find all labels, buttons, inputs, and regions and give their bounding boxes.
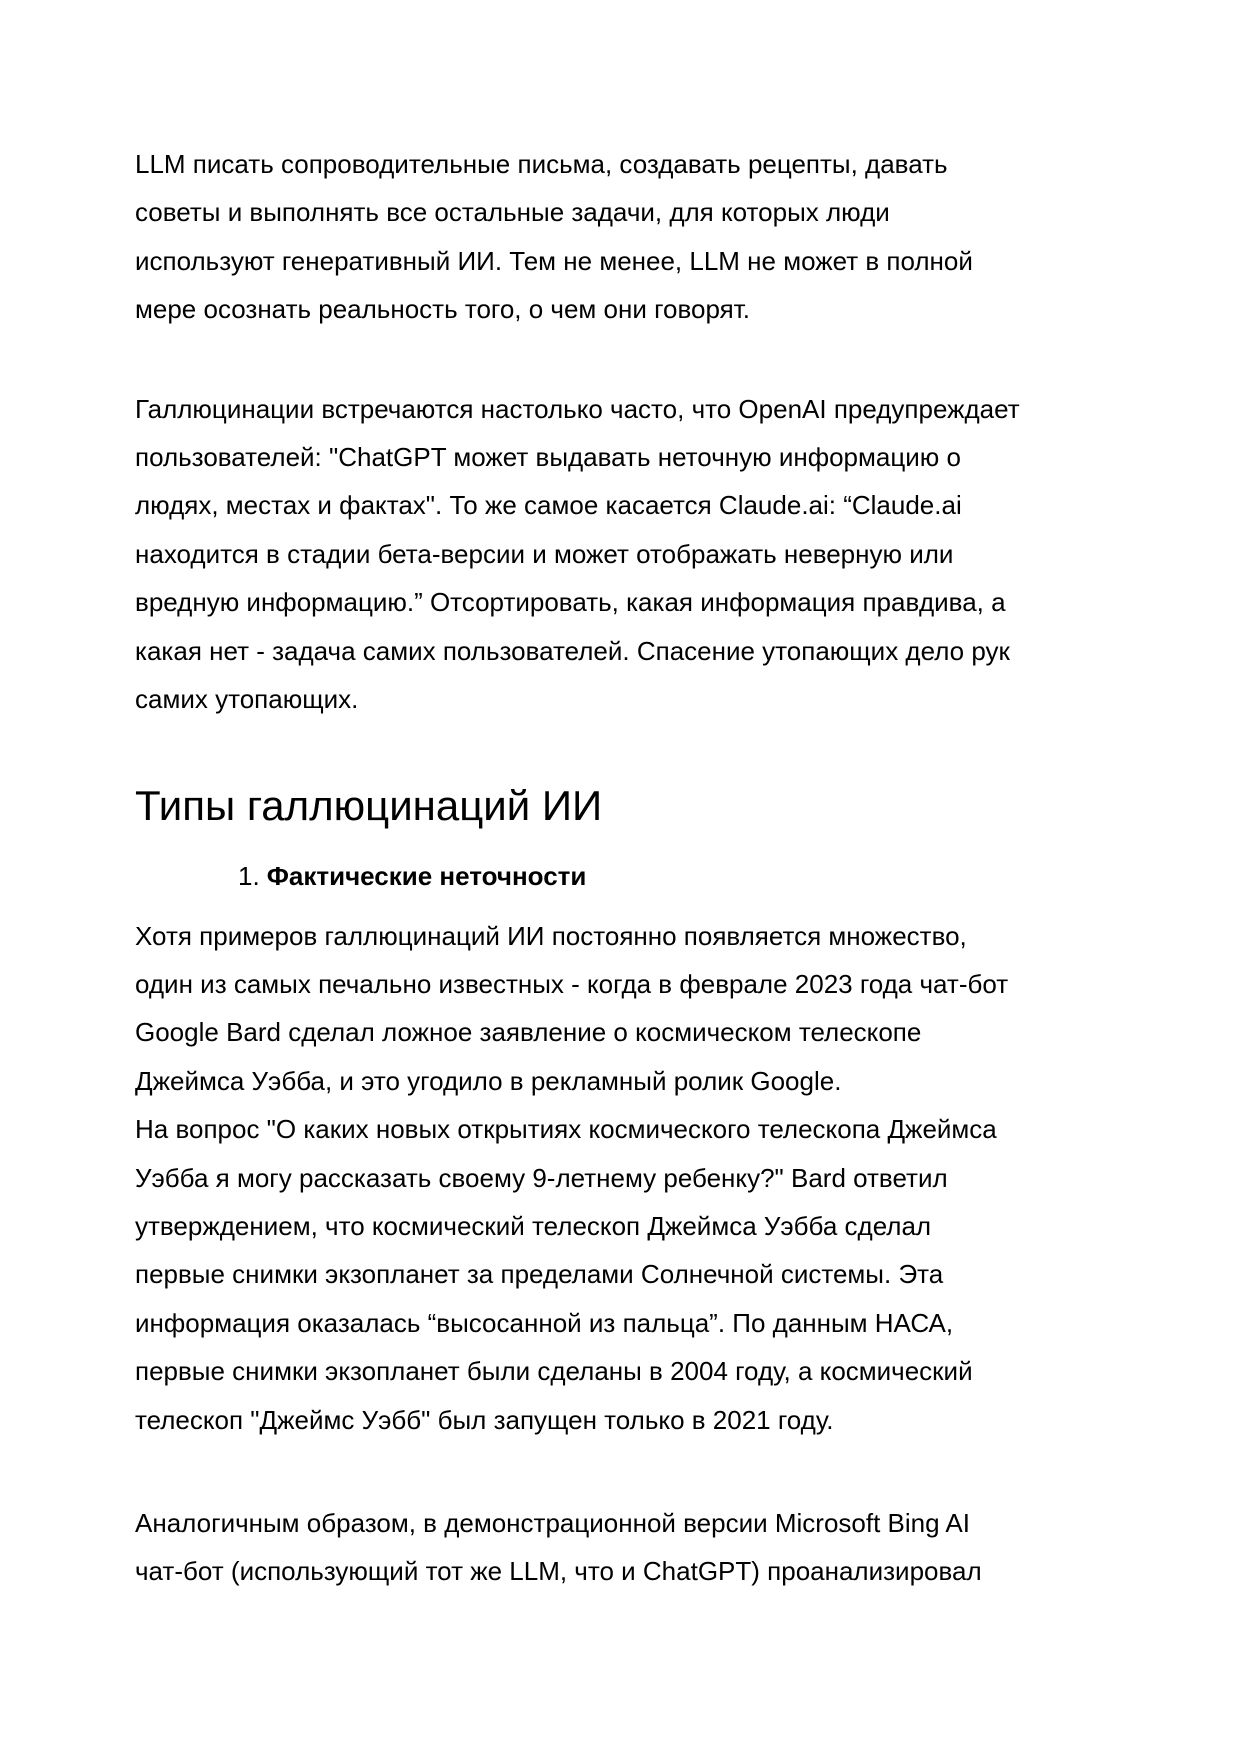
text-line: Хотя примеров галлюцинаций ИИ постоянно появляется множество, [135, 920, 967, 951]
text-line: утверждением, что космический телескоп Джеймса Уэбба сделал [135, 1211, 932, 1242]
text-line: чат-бот (использующий тот же LLM, что и ChatGPT) проанализировал [135, 1556, 982, 1587]
text-line: телескоп "Джеймс Уэбб" был запущен только в 2021 году. [135, 1404, 834, 1435]
text-line: людях, местах и фактах". То же самое касается Claude.ai: “Claude.ai [135, 490, 962, 521]
text-line: Галлюцинации встречаются настолько часто, что OpenAI предупреждает [135, 393, 1020, 424]
text-line: На вопрос "О каких новых открытиях космического телескопа Джеймса [135, 1114, 997, 1145]
text-line: используют генеративный ИИ. Тем не менее, LLM не может в полной [135, 245, 973, 276]
text-line: мере осознать реальность того, о чем они говорят. [135, 294, 750, 325]
text-line: Джеймса Уэбба, и это угодило в рекламный ролик Google. [135, 1065, 842, 1096]
paragraph-llm-intro [135, 140, 1125, 334]
text-line: Google Bard сделал ложное заявление о космическом телескопе [135, 1017, 922, 1048]
paragraph-factual-inaccuracies [135, 912, 1125, 1444]
text-line: один из самых печально известных - когда в феврале 2023 года чат-бот [135, 969, 1009, 1000]
paragraph-hallucination-warnings [135, 385, 1125, 724]
text-line: информация оказалась “высосанной из пальца”. По данным НАСА, [135, 1307, 954, 1338]
document-content [135, 0, 1125, 1596]
section-heading: Типы галлюцинаций ИИ [135, 782, 603, 830]
text-line: советы и выполнять все остальные задачи, для которых люди [135, 197, 890, 228]
paragraph-bing-example [135, 1499, 1125, 1596]
text-line: Аналогичным образом, в демонстрационной версии Microsoft Bing AI [135, 1507, 970, 1538]
text-line: Уэбба я могу рассказать своему 9-летнему ребенку?" Bard ответил [135, 1162, 948, 1193]
text-line: самих утопающих. [135, 683, 359, 714]
numbered-list-item [135, 852, 1125, 900]
list-item-number: 1. [238, 861, 260, 892]
text-line: пользователей: "ChatGPT может выдавать неточную информацию о [135, 441, 961, 472]
text-line: вредную информацию.” Отсортировать, какая информация правдива, а [135, 587, 1006, 618]
text-line: LLM писать сопроводительные письма, создавать рецепты, давать [135, 149, 948, 179]
list-item-label: Фактические неточности [266, 861, 587, 892]
text-line: первые снимки экзопланет были сделаны в 2004 году, а космический [135, 1356, 973, 1387]
text-line: находится в стадии бета-версии и может отображать неверную или [135, 538, 954, 569]
text-line: какая нет - задача самих пользователей. Спасение утопающих дело рук [135, 635, 1010, 666]
text-line: первые снимки экзопланет за пределами Солнечной системы. Эта [135, 1259, 944, 1290]
